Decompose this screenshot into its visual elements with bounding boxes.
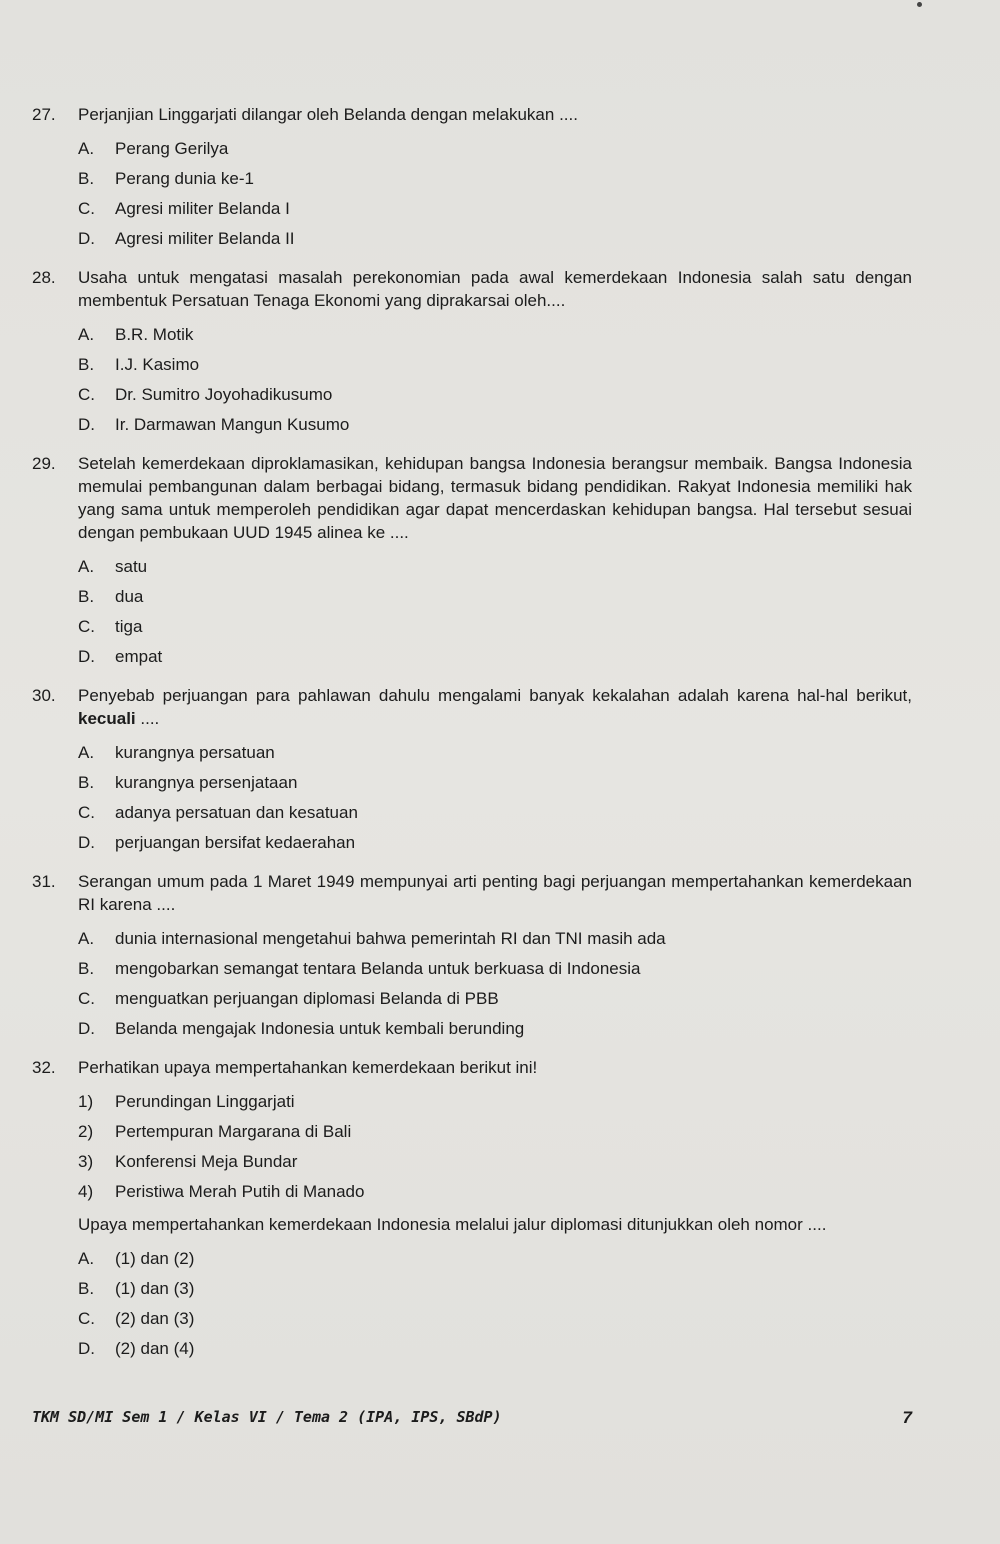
option-label: C.: [78, 385, 95, 404]
option-label: C.: [78, 1309, 95, 1328]
option-label: D.: [78, 1339, 95, 1358]
question-list: [32, 103, 912, 1376]
page-number: 7: [902, 1408, 912, 1427]
option-label: A.: [78, 139, 95, 158]
option-a[interactable]: [78, 552, 912, 582]
option-text: kurangnya persenjataan: [115, 773, 298, 792]
option-text: tiga: [115, 617, 143, 636]
list-item-text: Perundingan Linggarjati: [115, 1092, 295, 1111]
option-text: Agresi militer Belanda I: [115, 199, 290, 218]
option-text: (2) dan (3): [115, 1309, 195, 1328]
option-list: [78, 134, 912, 254]
question-text: Usaha untuk mengatasi masalah perekonomian pada awal kemerdekaan Indonesia salah satu dengan membentuk Persatuan Tenaga Ekonomi yang diprakarsai oleh....: [78, 268, 912, 310]
list-item-text: Konferensi Meja Bundar: [115, 1152, 298, 1171]
question-number: 30.: [32, 686, 56, 705]
option-b[interactable]: [78, 582, 912, 612]
question-text: Setelah kemerdekaan diproklamasikan, kehidupan bangsa Indonesia berangsur membaik. Bangsa Indonesia memulai pembangunan dalam berbagai bidang, termasuk bidang pendidikan. Rakyat Indonesia memiliki hak yang sama untuk memperoleh pendidikan agar dapat mencerdaskan kehidupan bangsa. Hal tersebut sesuai dengan pembukaan UUD 1945 alinea ke ....: [78, 454, 912, 542]
list-item: [78, 1087, 912, 1117]
option-text: Perang Gerilya: [115, 139, 229, 158]
option-d[interactable]: [78, 410, 912, 440]
option-text: B.R. Motik: [115, 325, 194, 344]
option-c[interactable]: [78, 798, 912, 828]
option-label: A.: [78, 1249, 95, 1268]
question-number: 27.: [32, 105, 56, 124]
list-item-number: 4): [78, 1182, 94, 1201]
option-list: [78, 738, 912, 858]
option-text: perjuangan bersifat kedaerahan: [115, 833, 356, 852]
option-label: B.: [78, 1279, 95, 1298]
option-c[interactable]: [78, 984, 912, 1014]
question-text-end: ....: [135, 709, 160, 728]
option-c[interactable]: [78, 380, 912, 410]
option-a[interactable]: [78, 320, 912, 350]
option-label: C.: [78, 617, 95, 636]
option-b[interactable]: [78, 954, 912, 984]
option-c[interactable]: [78, 194, 912, 224]
question-32: [32, 1056, 912, 1364]
question-number: 28.: [32, 268, 56, 287]
question-number: 32.: [32, 1058, 56, 1077]
option-text: Ir. Darmawan Mangun Kusumo: [115, 415, 350, 434]
option-label: A.: [78, 557, 95, 576]
question-number: 31.: [32, 872, 56, 891]
option-label: B.: [78, 169, 95, 188]
option-list: [78, 924, 912, 1044]
option-d[interactable]: [78, 828, 912, 858]
option-text: I.J. Kasimo: [115, 355, 200, 374]
question-followup-text: Upaya mempertahankan kemerdekaan Indonesia melalui jalur diplomasi ditunjukkan oleh nomor ....: [78, 1215, 827, 1234]
option-text: satu: [115, 557, 148, 576]
option-b[interactable]: [78, 1274, 912, 1304]
option-label: B.: [78, 773, 95, 792]
option-a[interactable]: [78, 924, 912, 954]
page-footer: [32, 1408, 912, 1428]
option-label: C.: [78, 803, 95, 822]
question-28: [32, 266, 912, 440]
option-label: C.: [78, 199, 95, 218]
numbered-list: [78, 1087, 912, 1207]
option-d[interactable]: [78, 642, 912, 672]
question-29: [32, 452, 912, 672]
question-text-emphasis: kecuali: [78, 709, 136, 728]
option-b[interactable]: [78, 164, 912, 194]
question-27: [32, 103, 912, 254]
option-c[interactable]: [78, 1304, 912, 1334]
option-a[interactable]: [78, 134, 912, 164]
option-text: Perang dunia ke-1: [115, 169, 254, 188]
option-label: A.: [78, 743, 95, 762]
option-label: A.: [78, 325, 95, 344]
question-text: Perjanjian Linggarjati dilangar oleh Belanda dengan melakukan ....: [78, 105, 578, 124]
option-text: (1) dan (2): [115, 1249, 195, 1268]
option-label: D.: [78, 1019, 95, 1038]
question-text: [78, 684, 912, 730]
option-label: D.: [78, 833, 95, 852]
option-list: [78, 552, 912, 672]
option-a[interactable]: [78, 738, 912, 768]
option-text: Agresi militer Belanda II: [115, 229, 295, 248]
option-text: dua: [115, 587, 144, 606]
list-item: [78, 1147, 912, 1177]
question-text-start: Penyebab perjuangan para pahlawan dahulu mengalami banyak kekalahan adalah karena hal-hal berikut,: [78, 686, 912, 705]
option-label: D.: [78, 415, 95, 434]
scan-speck: [917, 2, 922, 7]
list-item-number: 3): [78, 1152, 94, 1171]
option-text: Dr. Sumitro Joyohadikusumo: [115, 385, 333, 404]
option-text: adanya persatuan dan kesatuan: [115, 803, 358, 822]
option-label: C.: [78, 989, 95, 1008]
question-text: Perhatikan upaya mempertahankan kemerdekaan berikut ini!: [78, 1058, 538, 1077]
option-text: kurangnya persatuan: [115, 743, 275, 762]
option-label: A.: [78, 929, 95, 948]
option-d[interactable]: [78, 224, 912, 254]
list-item: [78, 1177, 912, 1207]
option-text: Belanda mengajak Indonesia untuk kembali berunding: [115, 1019, 525, 1038]
option-c[interactable]: [78, 612, 912, 642]
option-label: B.: [78, 587, 95, 606]
option-label: D.: [78, 229, 95, 248]
question-text: Serangan umum pada 1 Maret 1949 mempunyai arti penting bagi perjuangan mempertahankan kemerdekaan RI karena ....: [78, 872, 912, 914]
option-text: menguatkan perjuangan diplomasi Belanda di PBB: [115, 989, 499, 1008]
footer-text: TKM SD/MI Sem 1 / Kelas VI / Tema 2 (IPA, IPS, SBdP): [32, 1408, 502, 1426]
option-b[interactable]: [78, 350, 912, 380]
list-item-number: 2): [78, 1122, 94, 1141]
option-a[interactable]: [78, 1244, 912, 1274]
list-item-text: Peristiwa Merah Putih di Manado: [115, 1182, 365, 1201]
option-d[interactable]: [78, 1334, 912, 1364]
option-list: [78, 1244, 912, 1364]
list-item-number: 1): [78, 1092, 94, 1111]
question-30: [32, 684, 912, 858]
option-b[interactable]: [78, 768, 912, 798]
option-text: (2) dan (4): [115, 1339, 195, 1358]
option-text: dunia internasional mengetahui bahwa pemerintah RI dan TNI masih ada: [115, 929, 666, 948]
list-item: [78, 1117, 912, 1147]
option-label: B.: [78, 355, 95, 374]
option-text: empat: [115, 647, 163, 666]
option-label: D.: [78, 647, 95, 666]
option-d[interactable]: [78, 1014, 912, 1044]
option-text: (1) dan (3): [115, 1279, 195, 1298]
question-number: 29.: [32, 454, 56, 473]
option-text: mengobarkan semangat tentara Belanda untuk berkuasa di Indonesia: [115, 959, 641, 978]
question-31: [32, 870, 912, 1044]
option-list: [78, 320, 912, 440]
list-item-text: Pertempuran Margarana di Bali: [115, 1122, 352, 1141]
option-label: B.: [78, 959, 95, 978]
